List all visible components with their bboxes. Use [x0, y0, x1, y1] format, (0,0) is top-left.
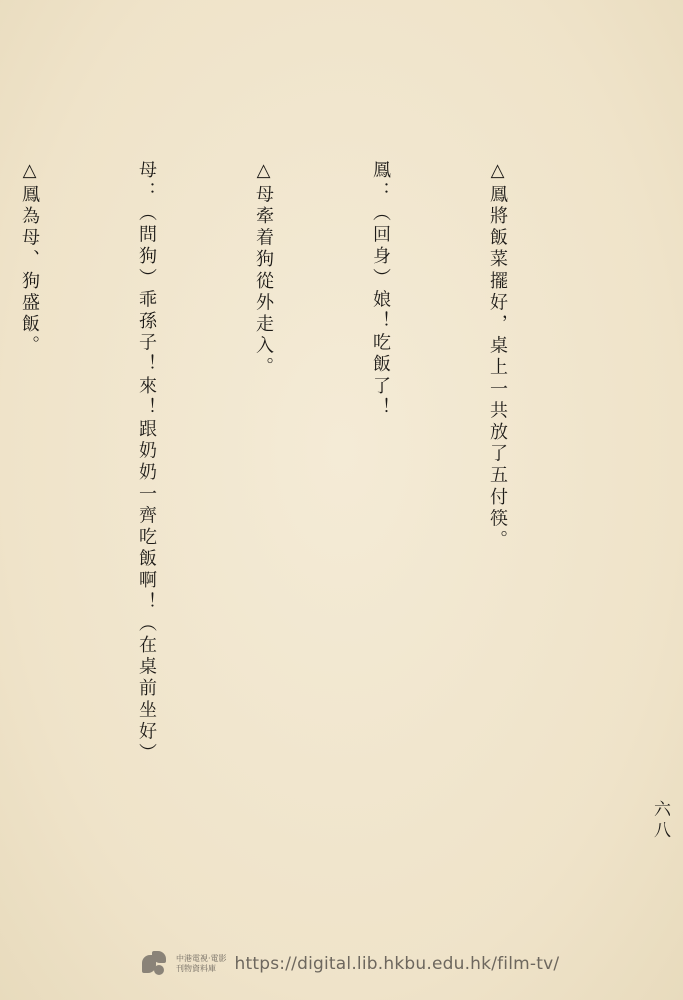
footer-watermark: [140, 946, 559, 982]
page-number: 六八: [650, 800, 670, 842]
library-logo-icon: [140, 951, 168, 977]
script-line: 母：（問狗）乖孫子！來！跟奶奶一齊吃飯啊！（在桌前坐好）: [136, 160, 157, 765]
source-url: https://digital.lib.hkbu.edu.hk/film-tv/: [234, 954, 560, 974]
library-logo-text: [176, 954, 227, 974]
script-line: 鳳：（回身）娘！吃飯了！: [370, 160, 391, 420]
script-line: △鳳將飯菜擺好，桌上一共放了五付筷。: [487, 160, 508, 552]
logo-line-1: 中港電視·電影: [176, 954, 227, 963]
script-line: △母牽着狗從外走入。: [253, 160, 274, 379]
logo-line-2: 刊物資料庫: [176, 964, 216, 973]
script-body: [0, 160, 595, 880]
script-line: △鳳為母、狗盛飯。: [19, 160, 40, 358]
